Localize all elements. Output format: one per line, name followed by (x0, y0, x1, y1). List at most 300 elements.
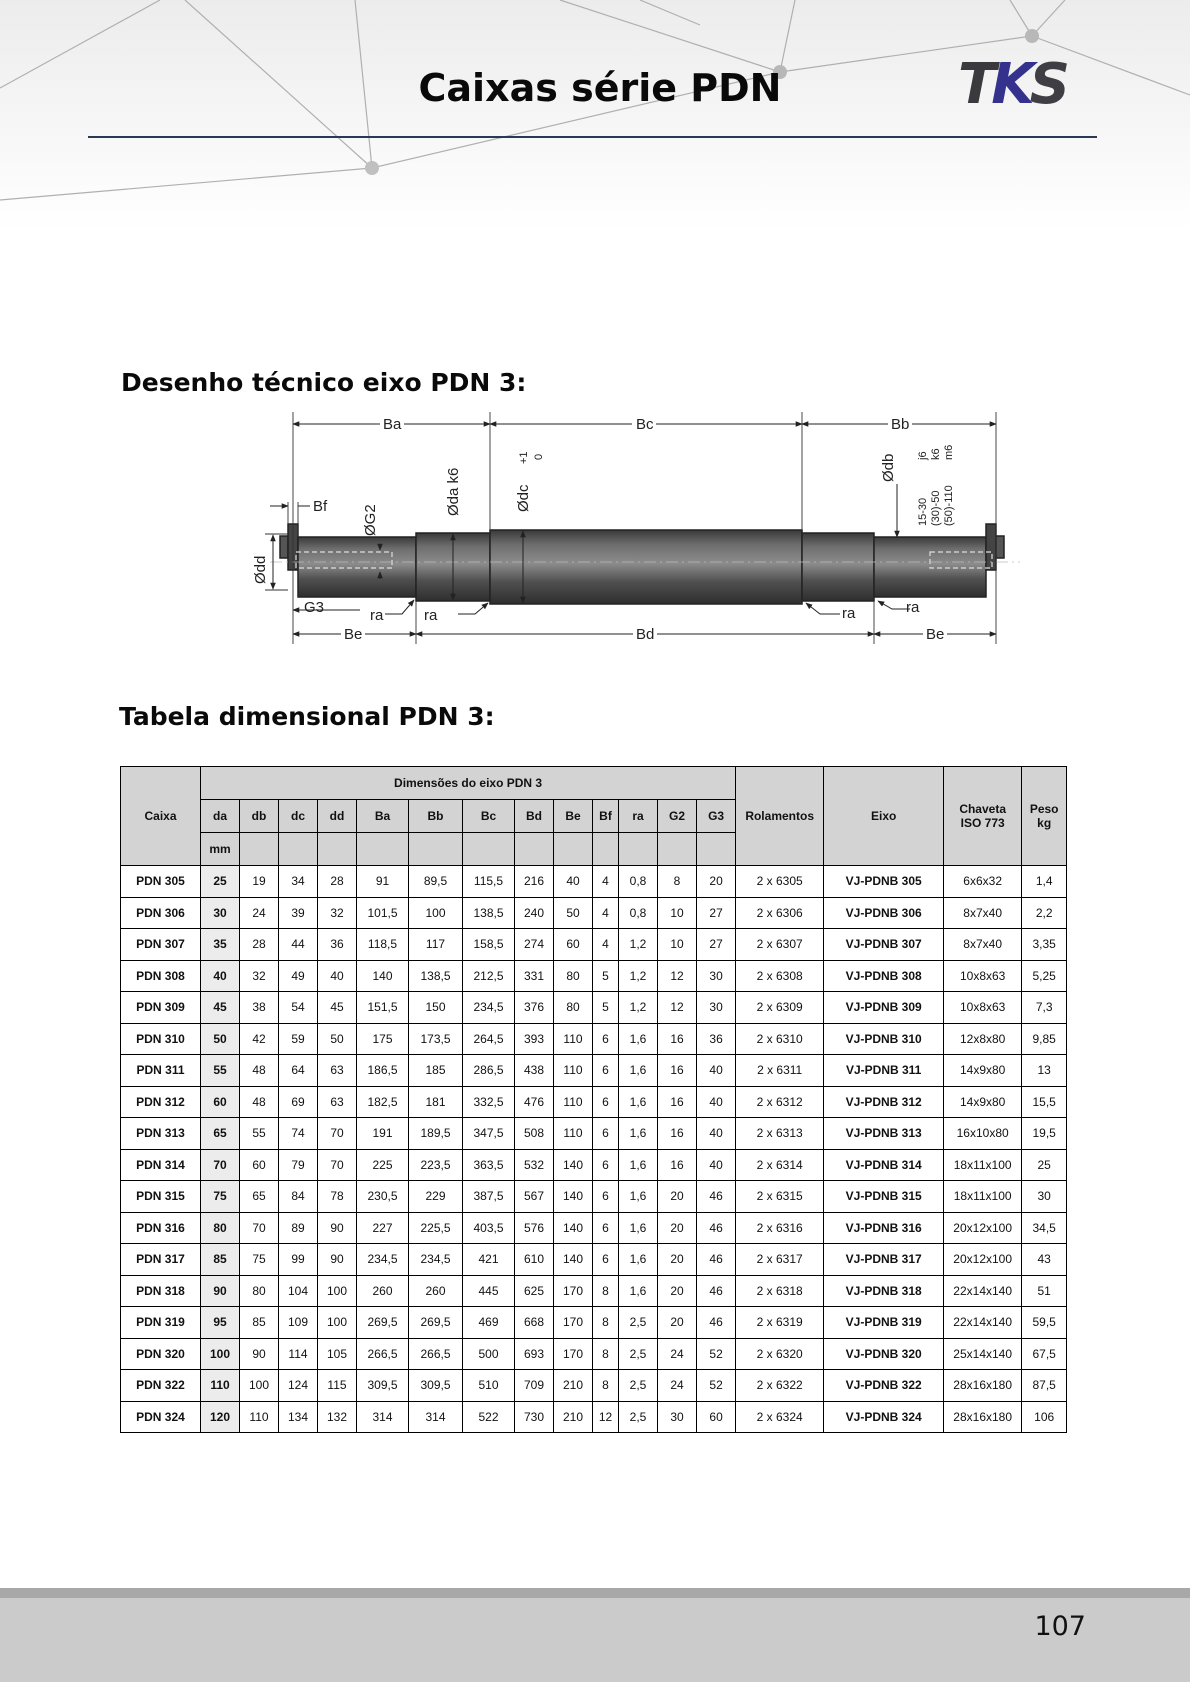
table-cell: 55 (201, 1055, 240, 1087)
table-cell: 16 (658, 1118, 697, 1150)
table-cell: 0,8 (619, 866, 658, 898)
table-cell: 2 x 6315 (736, 1181, 824, 1213)
table-cell: 4 (593, 866, 619, 898)
table-cell: 30 (697, 992, 736, 1024)
table-cell: 12 (658, 960, 697, 992)
table-cell: 2 x 6310 (736, 1023, 824, 1055)
table-cell: 90 (240, 1338, 279, 1370)
table-cell: 40 (697, 1118, 736, 1150)
table-cell: 36 (318, 929, 357, 961)
header-unit-empty (554, 833, 593, 866)
table-cell: PDN 311 (121, 1055, 201, 1087)
table-cell: 309,5 (409, 1370, 463, 1402)
label-range-1: 15-30 (917, 497, 929, 526)
header-dim-col: G3 (697, 800, 736, 833)
header-chaveta-line2: ISO 773 (960, 816, 1005, 830)
table-cell: 240 (515, 897, 554, 929)
table-cell: 19,5 (1022, 1118, 1067, 1150)
label-ra-1: ra (370, 607, 384, 624)
label-be-2: Be (926, 626, 945, 643)
table-cell: 16 (658, 1149, 697, 1181)
table-cell: 52 (697, 1338, 736, 1370)
table-cell: 182,5 (357, 1086, 409, 1118)
label-og2: ØG2 (362, 504, 379, 536)
table-cell: 46 (697, 1275, 736, 1307)
table-cell: 16 (658, 1023, 697, 1055)
table-cell: 110 (554, 1086, 593, 1118)
table-cell: 1,2 (619, 992, 658, 1024)
table-cell: 234,5 (357, 1244, 409, 1276)
header-dim-col: da (201, 800, 240, 833)
table-cell: 173,5 (409, 1023, 463, 1055)
table-cell: 79 (279, 1149, 318, 1181)
table-cell: 6 (593, 1181, 619, 1213)
table-cell: 1,2 (619, 960, 658, 992)
table-cell: 7,3 (1022, 992, 1067, 1024)
table-cell: PDN 319 (121, 1307, 201, 1339)
table-cell: 44 (279, 929, 318, 961)
label-ra-3: ra (842, 605, 856, 622)
table-cell: 5,25 (1022, 960, 1067, 992)
table-cell: 2 x 6308 (736, 960, 824, 992)
table-cell: PDN 306 (121, 897, 201, 929)
label-bf: Bf (313, 498, 328, 515)
header-chaveta-line1: Chaveta (959, 802, 1006, 816)
table-cell: 75 (201, 1181, 240, 1213)
table-cell: 185 (409, 1055, 463, 1087)
table-cell: 30 (658, 1401, 697, 1433)
table-cell: 6x6x32 (944, 866, 1022, 898)
table-cell: 8 (658, 866, 697, 898)
label-oda: Øda k6 (445, 467, 462, 516)
table-cell: 567 (515, 1181, 554, 1213)
table-cell: 22x14x140 (944, 1275, 1022, 1307)
table-row (121, 1370, 1067, 1402)
table-cell: 1,4 (1022, 866, 1067, 898)
table-cell: 59,5 (1022, 1307, 1067, 1339)
table-row (121, 1181, 1067, 1213)
table-cell: 8 (593, 1307, 619, 1339)
label-ra-4: ra (906, 599, 920, 616)
table-cell: 32 (318, 897, 357, 929)
table-cell: 20 (658, 1244, 697, 1276)
table-cell: 229 (409, 1181, 463, 1213)
table-cell: 445 (463, 1275, 515, 1307)
table-cell: 110 (554, 1055, 593, 1087)
table-cell: 331 (515, 960, 554, 992)
table-cell: 2 x 6320 (736, 1338, 824, 1370)
table-cell: 30 (201, 897, 240, 929)
table-cell: 20x12x100 (944, 1244, 1022, 1276)
table-cell: 2 x 6316 (736, 1212, 824, 1244)
table-cell: 8 (593, 1338, 619, 1370)
table-cell: PDN 315 (121, 1181, 201, 1213)
table-cell: 25 (201, 866, 240, 898)
table-cell: 46 (697, 1307, 736, 1339)
table-cell: 12 (658, 992, 697, 1024)
label-ra-2: ra (424, 607, 438, 624)
table-cell: VJ-PDNB 307 (824, 929, 944, 961)
table-cell: 1,6 (619, 1244, 658, 1276)
table-cell: 6 (593, 1118, 619, 1150)
table-cell: 2 x 6306 (736, 897, 824, 929)
table-cell: 42 (240, 1023, 279, 1055)
table-cell: 46 (697, 1181, 736, 1213)
table-cell: 2 x 6313 (736, 1118, 824, 1150)
table-cell: 1,6 (619, 1149, 658, 1181)
table-cell: 67,5 (1022, 1338, 1067, 1370)
table-cell: 110 (240, 1401, 279, 1433)
table-cell: 80 (554, 992, 593, 1024)
table-cell: 35 (201, 929, 240, 961)
header-divider (88, 136, 1097, 138)
header-rolamentos: Rolamentos (736, 767, 824, 866)
table-cell: 510 (463, 1370, 515, 1402)
table-cell: 43 (1022, 1244, 1067, 1276)
table-cell: VJ-PDNB 313 (824, 1118, 944, 1150)
table-row (121, 1118, 1067, 1150)
table-cell: 363,5 (463, 1149, 515, 1181)
header-unit-empty (463, 833, 515, 866)
table-cell: 27 (697, 897, 736, 929)
table-cell: 269,5 (357, 1307, 409, 1339)
header-unit-empty (240, 833, 279, 866)
table-cell: 191 (357, 1118, 409, 1150)
table-cell: VJ-PDNB 320 (824, 1338, 944, 1370)
table-cell: PDN 324 (121, 1401, 201, 1433)
table-cell: 212,5 (463, 960, 515, 992)
table-cell: 140 (554, 1181, 593, 1213)
label-odc-tol-plus: +1 (518, 451, 530, 464)
footer-strip (0, 1588, 1190, 1598)
table-cell: 132 (318, 1401, 357, 1433)
table-cell: 260 (409, 1275, 463, 1307)
header-dim-col: Ba (357, 800, 409, 833)
table-cell: PDN 317 (121, 1244, 201, 1276)
table-cell: 39 (279, 897, 318, 929)
table-cell: PDN 312 (121, 1086, 201, 1118)
table-cell: 20 (658, 1212, 697, 1244)
table-cell: 52 (697, 1370, 736, 1402)
table-cell: 80 (201, 1212, 240, 1244)
table-cell: 24 (240, 897, 279, 929)
table-row (121, 897, 1067, 929)
table-cell: 101,5 (357, 897, 409, 929)
table-cell: 668 (515, 1307, 554, 1339)
table-cell: 2 x 6309 (736, 992, 824, 1024)
table-cell: 170 (554, 1338, 593, 1370)
table-cell: 421 (463, 1244, 515, 1276)
label-odc: Ødc (515, 484, 532, 512)
table-cell: 70 (240, 1212, 279, 1244)
table-cell: 2,5 (619, 1370, 658, 1402)
table-cell: 210 (554, 1401, 593, 1433)
table-cell: 266,5 (409, 1338, 463, 1370)
header-dim-col: Bf (593, 800, 619, 833)
header-unit-empty (619, 833, 658, 866)
table-cell: 274 (515, 929, 554, 961)
header-dim-col: db (240, 800, 279, 833)
table-cell: 104 (279, 1275, 318, 1307)
table-cell: 32 (240, 960, 279, 992)
table-cell: 110 (201, 1370, 240, 1402)
table-cell: 210 (554, 1370, 593, 1402)
table-cell: 9,85 (1022, 1023, 1067, 1055)
table-cell: 12 (593, 1401, 619, 1433)
table-cell: 500 (463, 1338, 515, 1370)
label-tol-m6: m6 (943, 444, 955, 460)
table-cell: 2,5 (619, 1307, 658, 1339)
table-row (121, 1055, 1067, 1087)
header-dim-col: dc (279, 800, 318, 833)
table-cell: 48 (240, 1086, 279, 1118)
table-cell: PDN 316 (121, 1212, 201, 1244)
label-bb: Bb (891, 416, 910, 433)
table-cell: 189,5 (409, 1118, 463, 1150)
table-cell: 45 (201, 992, 240, 1024)
table-cell: VJ-PDNB 312 (824, 1086, 944, 1118)
table-cell: 24 (658, 1370, 697, 1402)
header-group-dimensions: Dimensões do eixo PDN 3 (201, 767, 736, 800)
table-row (121, 1212, 1067, 1244)
table-row (121, 1023, 1067, 1055)
table-cell: PDN 308 (121, 960, 201, 992)
header-unit-empty (409, 833, 463, 866)
table-cell: 2 x 6322 (736, 1370, 824, 1402)
table-cell: 63 (318, 1055, 357, 1087)
table-cell: 69 (279, 1086, 318, 1118)
table-row (121, 1307, 1067, 1339)
table-cell: 50 (318, 1023, 357, 1055)
table-cell: 28x16x180 (944, 1401, 1022, 1433)
table-cell: 38 (240, 992, 279, 1024)
table-cell: 309,5 (357, 1370, 409, 1402)
table-cell: PDN 310 (121, 1023, 201, 1055)
table-cell: VJ-PDNB 314 (824, 1149, 944, 1181)
table-cell: 105 (318, 1338, 357, 1370)
table-cell: 403,5 (463, 1212, 515, 1244)
table-cell: 181 (409, 1086, 463, 1118)
tks-logo (958, 54, 1088, 116)
table-cell: 393 (515, 1023, 554, 1055)
table-cell: 6 (593, 1212, 619, 1244)
table-cell: 46 (697, 1244, 736, 1276)
table-row (121, 929, 1067, 961)
table-cell: 2,2 (1022, 897, 1067, 929)
header-unit-empty (279, 833, 318, 866)
table-cell: 115 (318, 1370, 357, 1402)
table-cell: 18x11x100 (944, 1181, 1022, 1213)
table-cell: 78 (318, 1181, 357, 1213)
table-cell: 20 (697, 866, 736, 898)
table-cell: 40 (697, 1149, 736, 1181)
table-cell: PDN 318 (121, 1275, 201, 1307)
table-cell: 2 x 6324 (736, 1401, 824, 1433)
table-cell: 124 (279, 1370, 318, 1402)
table-cell: 120 (201, 1401, 240, 1433)
table-cell: VJ-PDNB 309 (824, 992, 944, 1024)
table-cell: 1,2 (619, 929, 658, 961)
table-cell: 469 (463, 1307, 515, 1339)
table-cell: 20x12x100 (944, 1212, 1022, 1244)
table-cell: PDN 305 (121, 866, 201, 898)
table-cell: 10 (658, 929, 697, 961)
table-cell: 45 (318, 992, 357, 1024)
table-cell: 476 (515, 1086, 554, 1118)
table-cell: 87,5 (1022, 1370, 1067, 1402)
table-cell: 12x8x80 (944, 1023, 1022, 1055)
table-cell: 100 (318, 1275, 357, 1307)
table-cell: 34,5 (1022, 1212, 1067, 1244)
header-peso (1022, 767, 1067, 866)
table-cell: 85 (201, 1244, 240, 1276)
table-cell: 2,5 (619, 1401, 658, 1433)
table-cell: 2,5 (619, 1338, 658, 1370)
table-cell: 90 (318, 1244, 357, 1276)
drawing-section-title: Desenho técnico eixo PDN 3: (121, 368, 527, 397)
label-bd: Bd (636, 626, 655, 643)
table-cell: 18x11x100 (944, 1149, 1022, 1181)
table-cell: 286,5 (463, 1055, 515, 1087)
table-row (121, 960, 1067, 992)
table-cell: 40 (318, 960, 357, 992)
header-unit-empty (658, 833, 697, 866)
table-cell: 110 (554, 1023, 593, 1055)
table-cell: 46 (697, 1212, 736, 1244)
label-odb: Ødb (880, 453, 897, 482)
table-cell: 16 (658, 1086, 697, 1118)
table-cell: 2 x 6318 (736, 1275, 824, 1307)
table-cell: 22x14x140 (944, 1307, 1022, 1339)
table-cell: 314 (357, 1401, 409, 1433)
table-cell: 225,5 (409, 1212, 463, 1244)
table-cell: 90 (318, 1212, 357, 1244)
table-cell: 227 (357, 1212, 409, 1244)
table-cell: PDN 322 (121, 1370, 201, 1402)
table-cell: 75 (240, 1244, 279, 1276)
table-cell: 186,5 (357, 1055, 409, 1087)
header-dim-col: Bb (409, 800, 463, 833)
table-cell: 14x9x80 (944, 1086, 1022, 1118)
table-cell: 70 (201, 1149, 240, 1181)
table-cell: 170 (554, 1307, 593, 1339)
table-cell: 522 (463, 1401, 515, 1433)
header-eixo: Eixo (824, 767, 944, 866)
table-cell: 100 (409, 897, 463, 929)
label-tol-k6: k6 (930, 448, 942, 460)
label-odc-tol-zero: 0 (533, 453, 545, 460)
table-cell: 314 (409, 1401, 463, 1433)
table-cell: 158,5 (463, 929, 515, 961)
table-cell: VJ-PDNB 305 (824, 866, 944, 898)
page-number: 107 (1034, 1611, 1086, 1642)
table-row (121, 866, 1067, 898)
table-cell: 30 (1022, 1181, 1067, 1213)
table-cell: 1,6 (619, 1181, 658, 1213)
header-unit-empty (515, 833, 554, 866)
table-cell: 20 (658, 1181, 697, 1213)
label-range-2: (30)-50 (930, 490, 942, 526)
table-cell: 0,8 (619, 897, 658, 929)
table-cell: PDN 320 (121, 1338, 201, 1370)
header-unit: mm (201, 833, 240, 866)
table-cell: VJ-PDNB 315 (824, 1181, 944, 1213)
table-cell: 234,5 (463, 992, 515, 1024)
table-cell: 2 x 6312 (736, 1086, 824, 1118)
table-cell: 48 (240, 1055, 279, 1087)
table-row (121, 1086, 1067, 1118)
table-cell: 60 (201, 1086, 240, 1118)
table-cell: 610 (515, 1244, 554, 1276)
table-cell: 6 (593, 1055, 619, 1087)
label-ba: Ba (383, 416, 402, 433)
logo-letter-s: S (1029, 52, 1065, 117)
table-cell: 60 (554, 929, 593, 961)
footer-bar (0, 1588, 1190, 1682)
table-cell: 65 (240, 1181, 279, 1213)
table-cell: 63 (318, 1086, 357, 1118)
table-cell: 138,5 (463, 897, 515, 929)
table-cell: 109 (279, 1307, 318, 1339)
table-cell: 347,5 (463, 1118, 515, 1150)
table-cell: VJ-PDNB 322 (824, 1370, 944, 1402)
table-cell: PDN 313 (121, 1118, 201, 1150)
table-row (121, 992, 1067, 1024)
table-cell: 2 x 6305 (736, 866, 824, 898)
table-cell: 84 (279, 1181, 318, 1213)
header-dim-col: Bd (515, 800, 554, 833)
table-cell: 269,5 (409, 1307, 463, 1339)
table-cell: 140 (554, 1149, 593, 1181)
table-cell: 85 (240, 1307, 279, 1339)
table-cell: 40 (554, 866, 593, 898)
table-cell: 140 (554, 1244, 593, 1276)
table-cell: 27 (697, 929, 736, 961)
label-bc: Bc (636, 416, 654, 433)
table-cell: 730 (515, 1401, 554, 1433)
table-cell: 2 x 6314 (736, 1149, 824, 1181)
table-cell: VJ-PDNB 308 (824, 960, 944, 992)
table-cell: 14x9x80 (944, 1055, 1022, 1087)
table-cell: 106 (1022, 1401, 1067, 1433)
table-cell: 89,5 (409, 866, 463, 898)
table-cell: 54 (279, 992, 318, 1024)
label-g3: G3 (304, 599, 325, 616)
header-unit-empty (593, 833, 619, 866)
header-dim-col: ra (619, 800, 658, 833)
table-cell: 115,5 (463, 866, 515, 898)
table-cell: 223,5 (409, 1149, 463, 1181)
table-cell: 28 (240, 929, 279, 961)
table-cell: 10x8x63 (944, 992, 1022, 1024)
table-cell: 6 (593, 1149, 619, 1181)
table-cell: 10 (658, 897, 697, 929)
header-dim-col: G2 (658, 800, 697, 833)
table-cell: VJ-PDNB 316 (824, 1212, 944, 1244)
table-cell: 151,5 (357, 992, 409, 1024)
header-unit-empty (357, 833, 409, 866)
table-cell: 1,6 (619, 1212, 658, 1244)
table-cell: 30 (697, 960, 736, 992)
table-cell: 15,5 (1022, 1086, 1067, 1118)
table-cell: 387,5 (463, 1181, 515, 1213)
table-cell: 230,5 (357, 1181, 409, 1213)
table-cell: 3,35 (1022, 929, 1067, 961)
table-cell: 332,5 (463, 1086, 515, 1118)
table-cell: 100 (318, 1307, 357, 1339)
header-dim-col: dd (318, 800, 357, 833)
table-cell: 175 (357, 1023, 409, 1055)
